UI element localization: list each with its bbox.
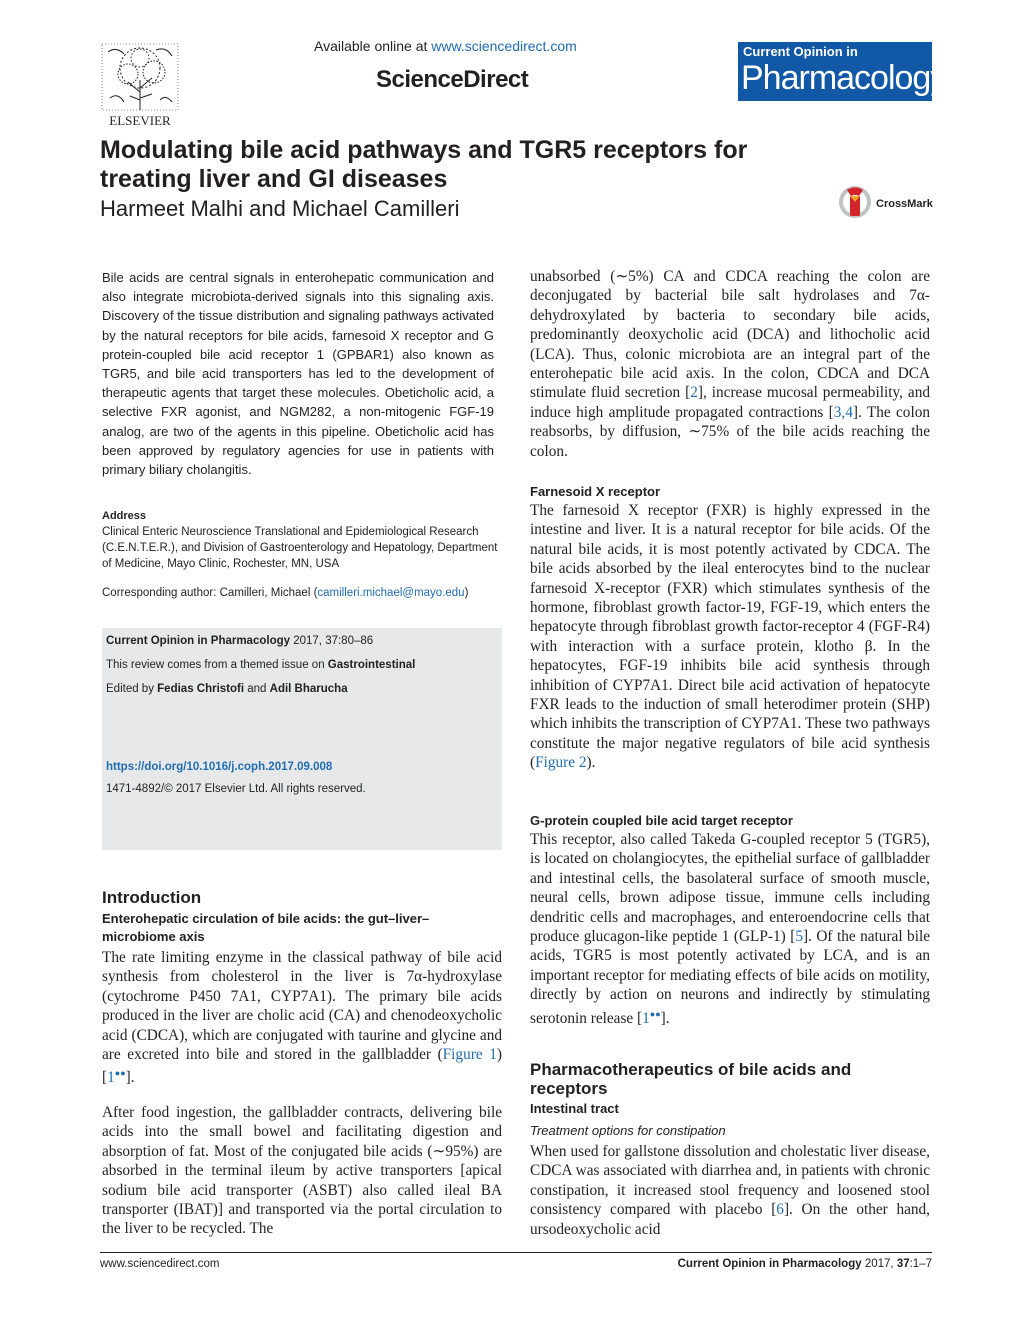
- intro-paragraph-1: The rate limiting enzyme in the classical pathway of bile acid synthesis from cholesterol in the liver is 7α-hydroxylase (cytochrome P450 7A1, CYP7A1). The primary bile acids produced in the liver are cholic acid (CA) and chenodeoxycholic acid (CDCA), which are conjugated with taurine and glycine and are excreted into bile and stored in the gallbladder (Figure 1) [1●●].: [102, 949, 502, 1087]
- sciencedirect-brand: ScienceDirect: [376, 66, 529, 93]
- colon-paragraph: [530, 267, 930, 461]
- constipation-subheading: Treatment options for constipation: [530, 1123, 726, 1138]
- journal-logo-line2: Pharmacology: [741, 59, 947, 97]
- colon-text-b: ], increase mucosal permeability, and induce high amplitude propagated contractions [: [530, 384, 931, 421]
- footer-citation: [678, 1258, 932, 1270]
- intestinal-tract-heading: Intestinal tract: [530, 1101, 619, 1116]
- introduction-subheading: Enterohepatic circulation of bile acids: the gut–liver–microbiome axis: [102, 911, 430, 944]
- gpcr-paragraph: This receptor, also called Takeda G-coupled receptor 5 (TGR5), is located on cholangiocytes, the epithelial surface of gallbladder and intestinal cells, the basolateral surface of smooth muscle, neural cells, brown adipose tissue, immune cells including dendritic cells and macrophages, and enteroendocrine cells that produce glucagon-like peptide 1 (GLP-1) [5]. Of the natural bile acids, TGR5 is most potently activated by LCA, and is an important receptor for mediating effects of bile acids on motility, directly by action on neurons and indirectly by stimulating serotonin release [1●●].: [530, 831, 930, 1027]
- abstract: Bile acids are central signals in enterohepatic communication and also integrate microbiota-derived signals into this signaling axis. Discovery of the tissue distribution and signaling pathways activated by the natural receptors for bile acids, farnesoid X receptor and G protein-coupled bile acid receptor 1 (GPBAR1) also known as TGR5, and bile acid transporters has led to the development of therapeutic agents that target these molecules. Obeticholic acid, a selective FXR agonist, and NGM282, a non-mitogenic FGF-19 analog, are two of the agents in this pipeline. Obeticholic acid has been approved by regulatory agencies for use in patients with primary biliary cholangitis.: [102, 270, 494, 478]
- colon-text-a: unabsorbed (∼5%) CA and CDCA reaching the colon are deconjugated by bacterial bile salt hydrolases and 7α-dehydroxylated by bacteria to secondary bile acids, predominantly deoxycholic acid (DCA) and lithocholic acid (LCA). Thus, colonic microbiota are an integral part of the enterohepatic bile acid axis. In the colon, CDCA and DCA stimulate fluid secretion [: [530, 268, 930, 402]
- crossmark-icon: [839, 186, 871, 218]
- editor-1: Fedias Christofi: [157, 683, 245, 695]
- author-email-link[interactable]: camilleri.michael@mayo.edu: [317, 587, 465, 599]
- gpcr-text-b: ]. Of the natural bile acids, TGR5 is most potently activated by LCA, and is an important receptor for mediating effects of bile acids on motility, directly by action on neurons and indirectly by stimulating serotonin release [: [530, 928, 930, 1027]
- ref-6-link[interactable]: 6: [776, 1201, 784, 1219]
- intro-paragraph-2: After food ingestion, the gallbladder contracts, delivering bile acids into the small bowel and facilitating digestion and absorption of fat. Most of the conjugated bile acids (∼95%) are absorbed in the terminal ileum by active transporters [apical sodium bile acid transporter (ASBT) also called ileal BA transporter (IBAT)] and transported via the portal circulation to the liver to be recycled. The: [102, 1104, 502, 1238]
- elsevier-wordmark: ELSEVIER: [109, 113, 171, 128]
- doi-link[interactable]: https://doi.org/10.1016/j.coph.2017.09.008: [106, 761, 333, 773]
- edited-prefix: Edited by: [106, 683, 158, 695]
- theme-line: [106, 659, 415, 671]
- footer-website: www.sciencedirect.com: [100, 1258, 220, 1270]
- available-online: [314, 38, 577, 54]
- colon-text-c: ]. The colon reabsorbs, by diffusion, ∼75% of the bile acids reaching the colon.: [530, 403, 930, 460]
- journal-logo-line1: Current Opinion in: [743, 44, 858, 59]
- pharmacotherapeutics-heading: Pharmacotherapeutics of bile acids and receptors: [530, 1060, 852, 1098]
- corresponding-author: [102, 587, 522, 599]
- ref-1-link-2[interactable]: 1: [642, 1009, 650, 1027]
- footer-year: 2017,: [861, 1258, 897, 1270]
- citation-line: [106, 635, 373, 647]
- treat-text-a: When used for gallstone dissolution and cholestatic liver disease, CDCA was associated with diarrhea and, in patients with chronic constipation, it increased stool frequency and loosened stool consistency compared with placebo [: [530, 1143, 930, 1219]
- editor-2: Adil Bharucha: [269, 683, 348, 695]
- article-info-box: [102, 628, 502, 850]
- article-title: Modulating bile acid pathways and TGR5 receptors for treating liver and GI diseases: [100, 136, 748, 193]
- elsevier-tree-logo: [100, 42, 180, 128]
- info-citation: 2017, 37:80–86: [290, 635, 374, 647]
- address-text: Clinical Enteric Neuroscience Translational and Epidemiological Research (C.E.N.T.E.R.), and Division of Gastroenterology and Hepatology, Department of Medicine, Mayo Clinic, Rochester, MN, USA: [102, 526, 498, 570]
- gpcr-text-c: ].: [660, 1009, 670, 1027]
- figure-1-link[interactable]: Figure 1: [442, 1046, 497, 1064]
- ref-5-link[interactable]: 5: [795, 928, 803, 946]
- ref-1-link[interactable]: 1: [107, 1069, 115, 1087]
- intro-p1-end: ].: [125, 1069, 135, 1087]
- fxr-heading: Farnesoid X receptor: [530, 484, 661, 499]
- theme-name: Gastrointestinal: [327, 659, 416, 671]
- gpcr-heading: G-protein coupled bile acid target receptor: [530, 813, 793, 828]
- figure-2-link[interactable]: Figure 2: [535, 754, 587, 772]
- crossmark-label: CrossMark: [876, 198, 933, 210]
- corresp-suffix: ): [464, 587, 469, 599]
- footer-divider: [100, 1252, 932, 1253]
- treat-text-b: ]. On the other hand, ursodeoxycholic acid: [530, 1201, 931, 1238]
- copyright-line: 1471-4892/© 2017 Elsevier Ltd. All rights reserved.: [106, 783, 366, 795]
- theme-prefix: This review comes from a themed issue on: [106, 659, 328, 671]
- address-heading: Address: [102, 510, 147, 522]
- editors-line: [106, 683, 348, 695]
- footer-pages: :1–7: [909, 1258, 932, 1270]
- constipation-paragraph: [530, 1142, 930, 1239]
- journal-logo-box: [738, 42, 947, 101]
- introduction-heading: Introduction: [102, 888, 202, 907]
- ref-2-link[interactable]: 2: [690, 384, 698, 402]
- article-authors: Harmeet Malhi and Michael Camilleri: [100, 196, 460, 221]
- fxr-text-a: The farnesoid X receptor (FXR) is highly expressed in the intestine and liver. It is a natural receptor for bile acids. Of the natural bile acids, it is most potently activated by CDCA. The bile acids absorbed by the ileal enterocytes bind to the nuclear farnesoid X-receptor (FXR) which stimulates synthesis of the hormone, fibroblast growth factor-19, FGF-19, which enters the hepatocyte through fibroblast growth factor-receptor 4 (FGF-R4) with interaction with a surface protein, klotho β. In the hepatocytes, FGF-19 inhibits bile acid synthesis through inhibition of CYP7A1. Direct bile acid activation of hepatocyte FXR leads to the induction of small heterodimer protein (SHP) which inhibits the transcription of CYP7A1. These two pathways constitute the major negative regulators of bile acid synthesis (: [530, 502, 930, 772]
- sciencedirect-link[interactable]: www.sciencedirect.com: [431, 38, 577, 54]
- fxr-paragraph: [530, 501, 930, 773]
- gpcr-text-a: This receptor, also called Takeda G-coupled receptor 5 (TGR5), is located on cholangiocytes, the epithelial surface of gallbladder and intestinal cells, the basolateral surface of smooth muscle, neural cells, brown adipose tissue, immune cells including dendritic cells and macrophages, and enteroendocrine cells that produce glucagon-like peptide 1 (GLP-1) [: [530, 831, 930, 946]
- corresp-prefix: Corresponding author: Camilleri, Michael (: [102, 587, 318, 599]
- footer-journal: Current Opinion in Pharmacology: [677, 1258, 862, 1270]
- fxr-text-b: ).: [586, 754, 596, 772]
- footer-volume: 37: [896, 1258, 910, 1270]
- intro-p1-text: The rate limiting enzyme in the classical pathway of bile acid synthesis from cholesterol in the liver is 7α-hydroxylase (cytochrome P450 7A1, CYP7A1). The primary bile acids produced in the liver are cholic acid (CA) and chenodeoxycholic acid (CDCA), which are conjugated with taurine and glycine and are excreted into bile and stored in the gallbladder (: [102, 949, 502, 1064]
- crossmark-badge[interactable]: [838, 182, 938, 222]
- available-prefix: Available online at: [314, 38, 432, 54]
- info-journal: Current Opinion in Pharmacology: [106, 635, 291, 647]
- intro-p1-mid: ) [: [102, 1046, 502, 1087]
- editors-and: and: [244, 683, 270, 695]
- doi-line: [106, 761, 332, 773]
- ref-3-4-link[interactable]: 3,4: [833, 403, 853, 421]
